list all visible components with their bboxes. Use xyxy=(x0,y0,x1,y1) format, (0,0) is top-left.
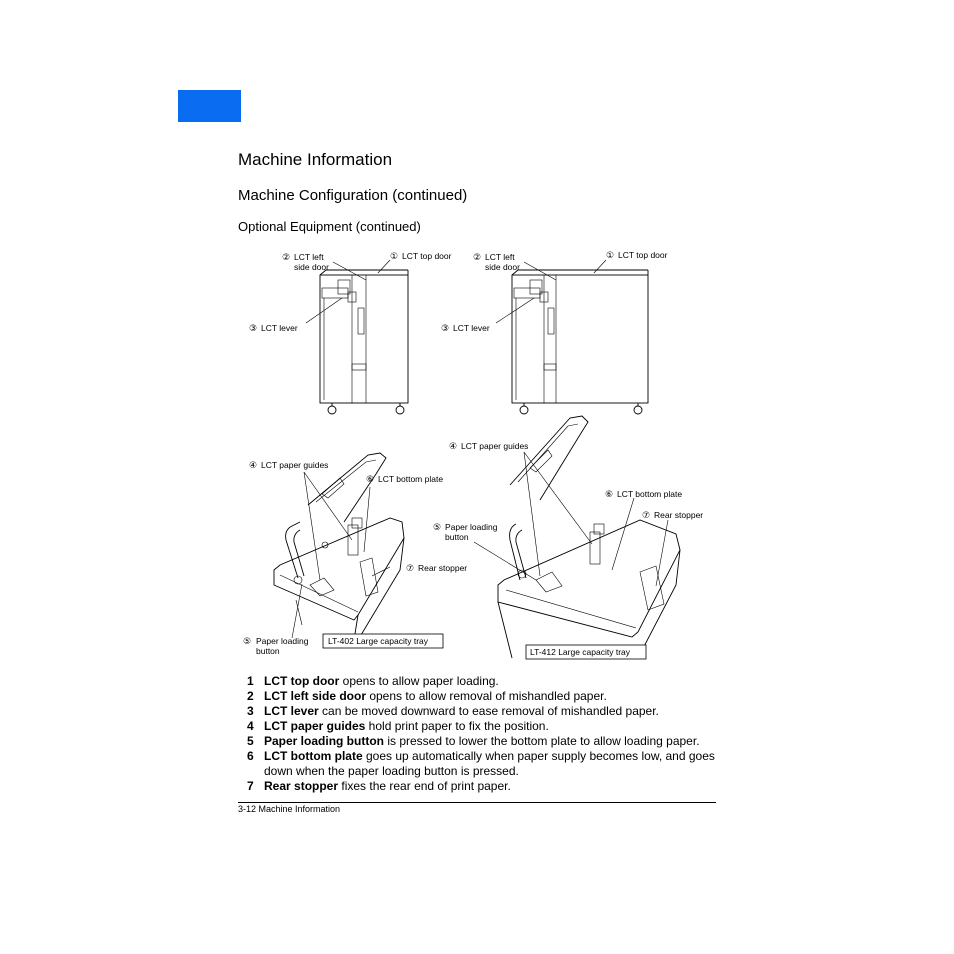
callout-lct-top-door: LCT top door xyxy=(402,251,452,261)
list-item: 7 Rear stopper fixes the rear end of print paper. xyxy=(247,779,511,793)
callout-7-num: ⑦ xyxy=(406,564,415,574)
list-item: 5 Paper loading button is pressed to lower the bottom plate to allow loading paper. xyxy=(247,734,700,748)
callout-rear-stopper: Rear stopper xyxy=(654,510,704,520)
callout-paper-loading-button-line2: button xyxy=(445,532,469,542)
callout-2-num: ② xyxy=(473,253,482,263)
callout-lct-left-side-door: LCT left xyxy=(294,252,324,262)
page-footer: 3-12 Machine Information xyxy=(238,804,341,814)
callout-3-num: ③ xyxy=(249,324,258,334)
page-title: Machine Information xyxy=(238,150,393,169)
list-item: 1 LCT top door opens to allow paper loading. xyxy=(247,674,499,688)
callout-5-num: ⑤ xyxy=(433,523,442,533)
list-item: 2 LCT left side door opens to allow removal of mishandled paper. xyxy=(247,689,607,703)
lct-closed-right-illustration xyxy=(496,260,648,414)
callout-lct-top-door: LCT top door xyxy=(618,250,668,260)
callout-6-num: ⑥ xyxy=(366,475,375,485)
callout-5-num: ⑤ xyxy=(243,637,252,647)
callout-1-num: ① xyxy=(606,251,615,261)
callout-lct-bottom-plate: LCT bottom plate xyxy=(617,489,683,499)
callout-7-num: ⑦ xyxy=(642,511,651,521)
list-item: 6 LCT bottom plate goes up automatically when paper supply becomes low, and goes down when the paper loading button is pressed. xyxy=(247,749,715,778)
caption-lt-412: LT-412 Large capacity tray xyxy=(530,647,631,657)
callout-lct-left-side-door-line2: side door xyxy=(294,262,329,272)
list-item: 3 LCT lever can be moved downward to ease removal of mishandled paper. xyxy=(247,704,659,718)
optional-equipment-figure xyxy=(240,240,720,665)
callout-lct-bottom-plate: LCT bottom plate xyxy=(378,474,444,484)
callout-paper-loading-button: Paper loading xyxy=(445,522,498,532)
list-item: 4 LCT paper guides hold print paper to fix the position. xyxy=(247,719,549,733)
subsection-title: Optional Equipment (continued) xyxy=(238,219,421,234)
callout-lct-lever: LCT lever xyxy=(453,323,490,333)
component-list xyxy=(247,674,722,794)
lt-412-tray-illustration xyxy=(474,416,683,658)
callout-3-num: ③ xyxy=(441,324,450,334)
lct-closed-left-illustration xyxy=(306,260,408,414)
callout-lct-left-side-door: LCT left xyxy=(485,252,515,262)
callout-2-num: ② xyxy=(282,253,291,263)
callout-paper-loading-button-line2: button xyxy=(256,646,280,656)
callout-lct-paper-guides: LCT paper guides xyxy=(461,441,529,451)
callout-1-num: ① xyxy=(390,252,399,262)
chapter-tab xyxy=(178,90,241,122)
callout-6-num: ⑥ xyxy=(605,490,614,500)
callout-4-num: ④ xyxy=(249,461,258,471)
callout-lct-lever: LCT lever xyxy=(261,323,298,333)
callout-paper-loading-button: Paper loading xyxy=(256,636,309,646)
caption-lt-402: LT-402 Large capacity tray xyxy=(328,636,429,646)
footer-rule xyxy=(238,802,716,803)
callout-lct-left-side-door-line2: side door xyxy=(485,262,520,272)
callout-4-num: ④ xyxy=(449,442,458,452)
callout-lct-paper-guides: LCT paper guides xyxy=(261,460,329,470)
callout-rear-stopper: Rear stopper xyxy=(418,563,468,573)
section-title: Machine Configuration (continued) xyxy=(238,187,468,204)
